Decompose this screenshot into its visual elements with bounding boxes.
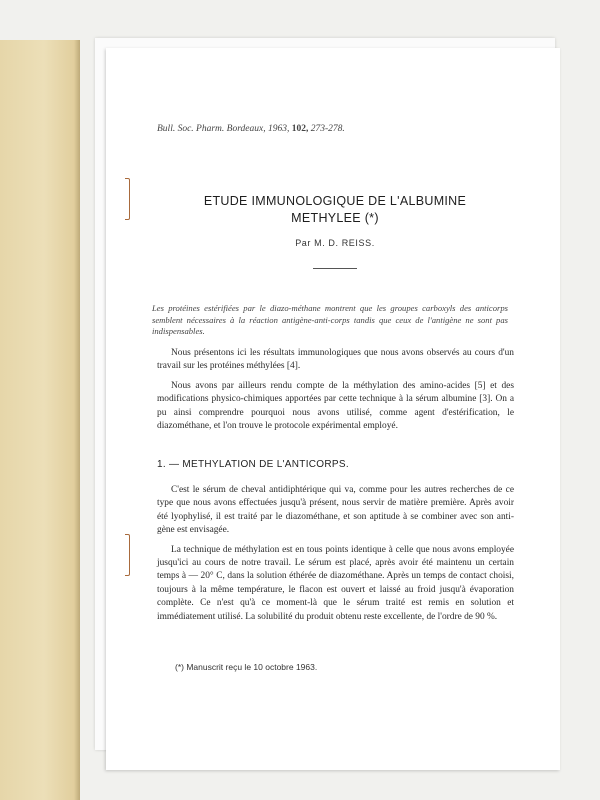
citation-pages: 273-278.	[310, 124, 345, 134]
intro-paragraph-1: Nous présentons ici les résultats immunologiques que nous avons observés au cours d'un travail sur les protéines méthylées [4].	[157, 348, 514, 372]
footnote: (*) Manuscrit reçu le 10 octobre 1963.	[175, 662, 318, 672]
citation-year: 1963,	[268, 124, 290, 134]
citation-journal: Bull. Soc. Pharm. Bordeaux,	[157, 124, 266, 134]
staple-top	[125, 178, 130, 220]
title-line-1: ETUDE IMMUNOLOGIQUE DE L'ALBUMINE	[203, 194, 467, 208]
background-paper	[0, 40, 80, 800]
abstract: Les protéines estérifiées par le diazo-méthane montrent que les groupes carboxyls des anticorps semblent nécessaires à la réaction antigène-anti-corps tandis que ceux de l'antigène ne sont pas indispensables.	[152, 303, 508, 336]
citation-volume: 102,	[291, 124, 309, 134]
intro-text	[157, 347, 514, 439]
staple-bottom	[125, 534, 130, 576]
section-paragraph-2: La technique de méthylation est en tous points identique à celle que nous avons employée jusqu'ici au cours de notre travail. Le sérum est placé, après avoir été maintenu un certain temps à — 20° C, dans la solution éthérée de diazométhane. Après un temps de contact choisi, toujours à la même température, le flacon est ouvert et laissé au froid jusqu'à évaporation complète. Ce n'est qu'à ce moment-là que le sérum traité est remis en solution et immédiatement utilisé. La solubilité du produit obtenu reste excellente, de l'ordre de 90 %.	[157, 544, 514, 622]
section-paragraph-1: C'est le sérum de cheval antidiphtérique qui va, comme pour les autres recherches de ce type que nous avons effectuées jusqu'à présent, nous servir de matière première. Après avoir été lyophylisé, il est traité par le diazométhane, et son aptitude à se combiner avec son anti-gène est envisagée.	[157, 485, 514, 536]
citation	[157, 124, 527, 134]
intro-paragraph-2: Nous avons par ailleurs rendu compte de la méthylation des amino-acides [5] et des modifications physico-chimiques apportées par cette technique à la sérum albumine [3]. On a pu ainsi comprendre pourquoi nous avons utilisé, comme agent d'estérification, le diazométhane, et l'on trouve le protocole expérimental employé.	[157, 380, 514, 432]
section-heading: 1. — METHYLATION DE L'ANTICORPS.	[157, 459, 349, 470]
section-text	[157, 484, 514, 630]
divider	[313, 268, 357, 269]
title-line-2: METHYLEE (*)	[291, 211, 379, 225]
page-title	[160, 193, 510, 227]
author: Par M. D. REISS.	[295, 238, 375, 248]
